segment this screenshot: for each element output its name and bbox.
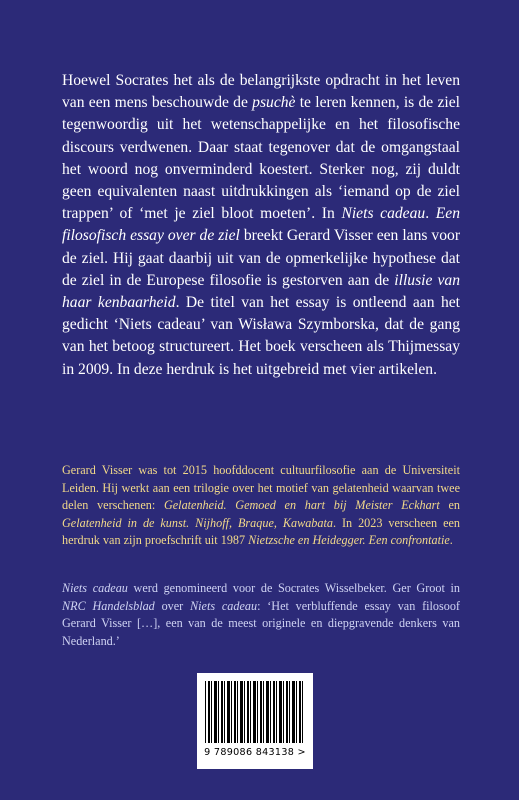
blurb-text-segment: . De titel van het essay is ontleend aan het gedicht ‘Niets cadeau’ van Wisława Szymborska, dat de gang van het betoog structureert. Het boek verscheen als Thijmessay in 2009. In deze herdruk is het uitgebreid met vier artikelen.: [62, 294, 461, 378]
bio-italic-book-1: Gelatenheid. Gemoed en hart bij Meister Eckhart: [163, 498, 440, 512]
praise-italic-title: Niets cadeau: [62, 581, 128, 595]
praise-quote: [62, 580, 460, 650]
bio-text-segment: Gerard Visser was tot 2015 hoofddocent cultuurfilosofie aan de Universiteit Leiden. Hij werkt aan een trilogie over het motief van gelatenheid waarvan twee delen verschenen:: [62, 463, 460, 512]
praise-paragraph: [62, 580, 460, 650]
blurb-paragraph: [62, 70, 460, 381]
bio-text-segment: .: [449, 533, 453, 547]
isbn-barcode: [197, 673, 313, 769]
praise-italic-title: Niets cadeau: [190, 598, 258, 613]
isbn-number: 9 789086 843138 >: [204, 747, 306, 758]
blurb-text-segment: breekt Gerard Visser een lans voor de ziel. Hij gaat daarbij uit van de opmerkelijke hypothese dat de ziel in de Europese filosofie is gestorven aan de: [62, 227, 461, 289]
praise-text-segment: over: [154, 598, 191, 613]
bio-italic-dissertation: Nietzsche en Heidegger. Een confrontatie: [248, 533, 450, 547]
author-bio: [62, 462, 460, 550]
blurb-text-segment: .: [425, 205, 436, 223]
bio-text-segment: en: [439, 498, 460, 512]
author-bio-paragraph: [62, 462, 460, 550]
bio-italic-book-2: Gelatenheid in de kunst. Nijhoff, Braque, Kawabata: [62, 515, 333, 530]
blurb-text-segment: te leren kennen, is de ziel tegenwoordig uit het wetenschappelijke en het filosofische discours verdwenen. Daar staat tegenover dat de omgangstaal het woord nog onverminderd koestert. Sterker nog, zij duldt geen equivalenten naast uitdrukkingen als ‘iemand op de ziel trappen’ of ‘met je ziel bloot moeten’. In: [62, 94, 460, 223]
blurb-italic-subtitle: Een filosofisch essay over de ziel: [62, 205, 461, 245]
barcode-bars: [205, 681, 305, 743]
bio-text-segment: . In 2023 verscheen een herdruk van zijn proefschrift uit 1987: [62, 515, 460, 547]
praise-text-segment: : ‘Het verbluffende essay van filosoof Gerard Visser […], een van de meest originele en diepgravende denkers van Nederland.’: [62, 598, 460, 648]
blurb-text-segment: Hoewel Socrates het als de belangrijkste opdracht in het leven van een mens beschouwde de: [62, 72, 460, 112]
praise-text-segment: werd genomineerd voor de Socrates Wisselbeker. Ger Groot in: [127, 581, 460, 595]
blurb-italic-title: Niets cadeau: [341, 205, 426, 223]
blurb-text: [62, 70, 460, 381]
blurb-italic-illusion: illusie van haar kenbaarheid: [62, 271, 460, 312]
praise-italic-newspaper: NRC Handelsblad: [62, 598, 155, 613]
blurb-italic-psuche: psuchè: [252, 94, 296, 112]
